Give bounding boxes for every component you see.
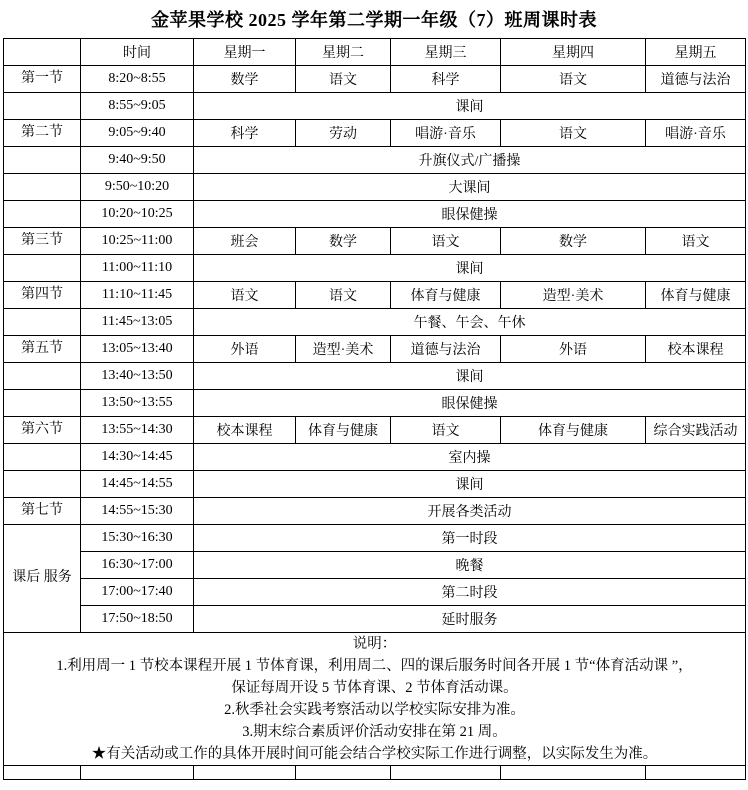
time-cell: 13:55~14:30 — [81, 417, 194, 444]
merged-activity-cell: 眼保健操 — [194, 201, 746, 228]
subject-cell: 道德与法治 — [646, 66, 746, 93]
table-row — [4, 471, 746, 498]
subject-cell: 造型·美术 — [296, 336, 391, 363]
subject-cell: 语文 — [501, 120, 646, 147]
notes-row — [4, 633, 746, 766]
subject-cell: 校本课程 — [646, 336, 746, 363]
time-cell: 16:30~17:00 — [81, 552, 194, 579]
day-header-cell: 星期五 — [646, 39, 746, 66]
merged-activity-cell: 课间 — [194, 471, 746, 498]
subject-cell: 体育与健康 — [391, 282, 501, 309]
note-line: 2.秋季社会实践考察活动以学校实际安排为准。 — [224, 702, 525, 718]
table-row — [4, 174, 746, 201]
cutoff-cell — [194, 766, 296, 780]
subject-cell: 体育与健康 — [296, 417, 391, 444]
subject-cell: 语文 — [501, 66, 646, 93]
table-row — [4, 93, 746, 120]
time-cell: 15:30~16:30 — [81, 525, 194, 552]
merged-activity-cell: 大课间 — [194, 174, 746, 201]
time-cell: 14:45~14:55 — [81, 471, 194, 498]
merged-activity-cell: 开展各类活动 — [194, 498, 746, 525]
period-cell — [4, 201, 81, 228]
time-cell: 8:55~9:05 — [81, 93, 194, 120]
subject-cell: 数学 — [194, 66, 296, 93]
subject-cell: 道德与法治 — [391, 336, 501, 363]
note-line: 说明： — [352, 636, 397, 652]
table-row — [4, 201, 746, 228]
time-cell: 17:50~18:50 — [81, 606, 194, 633]
subject-cell: 唱游·音乐 — [391, 120, 501, 147]
cutoff-cell — [391, 766, 501, 780]
table-row — [4, 66, 746, 93]
time-cell: 14:30~14:45 — [81, 444, 194, 471]
subject-cell: 数学 — [296, 228, 391, 255]
time-cell: 13:50~13:55 — [81, 390, 194, 417]
period-cell — [4, 147, 81, 174]
period-cell — [4, 309, 81, 336]
period-cell: 第五节 — [4, 336, 81, 363]
subject-cell: 外语 — [194, 336, 296, 363]
day-header-cell: 星期三 — [391, 39, 501, 66]
table-row — [4, 579, 746, 606]
cutoff-cell — [4, 766, 81, 780]
subject-cell: 校本课程 — [194, 417, 296, 444]
cutoff-cell — [646, 766, 746, 780]
subject-cell: 体育与健康 — [646, 282, 746, 309]
table-row — [4, 606, 746, 633]
merged-activity-cell: 课间 — [194, 255, 746, 282]
table-row — [4, 552, 746, 579]
subject-cell: 科学 — [391, 66, 501, 93]
corner-cell — [4, 39, 81, 66]
table-row — [4, 498, 746, 525]
merged-activity-cell: 课间 — [194, 93, 746, 120]
period-cell: 第四节 — [4, 282, 81, 309]
subject-cell: 语文 — [391, 417, 501, 444]
subject-cell: 劳动 — [296, 120, 391, 147]
table-row — [4, 390, 746, 417]
time-cell: 11:45~13:05 — [81, 309, 194, 336]
table-row — [4, 282, 746, 309]
merged-activity-cell: 课间 — [194, 363, 746, 390]
period-cell — [4, 255, 81, 282]
time-cell: 14:55~15:30 — [81, 498, 194, 525]
subject-cell: 科学 — [194, 120, 296, 147]
day-header-cell: 星期一 — [194, 39, 296, 66]
period-cell — [4, 471, 81, 498]
merged-activity-cell: 延时服务 — [194, 606, 746, 633]
subject-cell: 体育与健康 — [501, 417, 646, 444]
subject-cell: 综合实践活动 — [646, 417, 746, 444]
table-row — [4, 309, 746, 336]
time-cell: 11:00~11:10 — [81, 255, 194, 282]
subject-cell: 数学 — [501, 228, 646, 255]
table-row — [4, 525, 746, 552]
period-cell: 第二节 — [4, 120, 81, 147]
time-cell: 8:20~8:55 — [81, 66, 194, 93]
time-cell: 17:00~17:40 — [81, 579, 194, 606]
period-cell — [4, 174, 81, 201]
table-row — [4, 417, 746, 444]
cutoff-cell — [81, 766, 194, 780]
subject-cell: 语文 — [296, 282, 391, 309]
subject-cell: 语文 — [194, 282, 296, 309]
table-row — [4, 363, 746, 390]
day-header-cell: 星期四 — [501, 39, 646, 66]
merged-activity-cell: 第二时段 — [194, 579, 746, 606]
time-cell: 13:05~13:40 — [81, 336, 194, 363]
subject-cell: 语文 — [296, 66, 391, 93]
notes-cell — [4, 633, 746, 766]
merged-activity-cell: 晚餐 — [194, 552, 746, 579]
time-cell: 9:05~9:40 — [81, 120, 194, 147]
subject-cell: 语文 — [646, 228, 746, 255]
timetable — [3, 38, 746, 780]
note-line: 1.利用周一 1 节校本课程开展 1 节体育课，利用周二、四的课后服务时间各开展 1 节“体育活动课 ”， — [56, 658, 693, 674]
period-cell — [4, 93, 81, 120]
subject-cell: 班会 — [194, 228, 296, 255]
time-cell: 13:40~13:50 — [81, 363, 194, 390]
note-line: 3.期末综合素质评价活动安排在第 21 周。 — [242, 724, 507, 740]
subject-cell: 语文 — [391, 228, 501, 255]
period-cell — [4, 363, 81, 390]
time-cell: 9:50~10:20 — [81, 174, 194, 201]
merged-activity-cell: 午餐、午会、午休 — [194, 309, 746, 336]
subject-cell: 外语 — [501, 336, 646, 363]
table-row — [4, 336, 746, 363]
table-row — [4, 147, 746, 174]
table-row — [4, 255, 746, 282]
cutoff-cell — [501, 766, 646, 780]
period-cell: 第三节 — [4, 228, 81, 255]
cutoff-cell — [296, 766, 391, 780]
note-line: 保证每周开设 5 节体育课、2 节体育活动课。 — [231, 680, 518, 696]
merged-activity-cell: 升旗仪式/广播操 — [194, 147, 746, 174]
period-cell — [4, 444, 81, 471]
time-cell: 10:20~10:25 — [81, 201, 194, 228]
time-cell: 11:10~11:45 — [81, 282, 194, 309]
page-title: 金苹果学校 2025 学年第二学期一年级（7）班周课时表 — [151, 10, 597, 30]
table-row — [4, 228, 746, 255]
merged-activity-cell: 眼保健操 — [194, 390, 746, 417]
table-row — [4, 444, 746, 471]
note-line: ★有关活动或工作的具体开展时间可能会结合学校实际工作进行调整，以实际发生为准。 — [91, 746, 658, 762]
subject-cell: 造型·美术 — [501, 282, 646, 309]
time-cell: 9:40~9:50 — [81, 147, 194, 174]
period-cell: 第六节 — [4, 417, 81, 444]
day-header-cell: 星期二 — [296, 39, 391, 66]
period-cell: 第一节 — [4, 66, 81, 93]
merged-activity-cell: 第一时段 — [194, 525, 746, 552]
time-cell: 10:25~11:00 — [81, 228, 194, 255]
merged-activity-cell: 室内操 — [194, 444, 746, 471]
subject-cell: 唱游·音乐 — [646, 120, 746, 147]
header-row — [4, 39, 746, 66]
table-row — [4, 120, 746, 147]
timetable-body — [4, 39, 746, 780]
time-header-cell: 时间 — [81, 39, 194, 66]
period-cell: 第七节 — [4, 498, 81, 525]
cutoff-row — [4, 766, 746, 780]
period-cell — [4, 390, 81, 417]
period-cell: 课后 服务 — [4, 525, 81, 633]
